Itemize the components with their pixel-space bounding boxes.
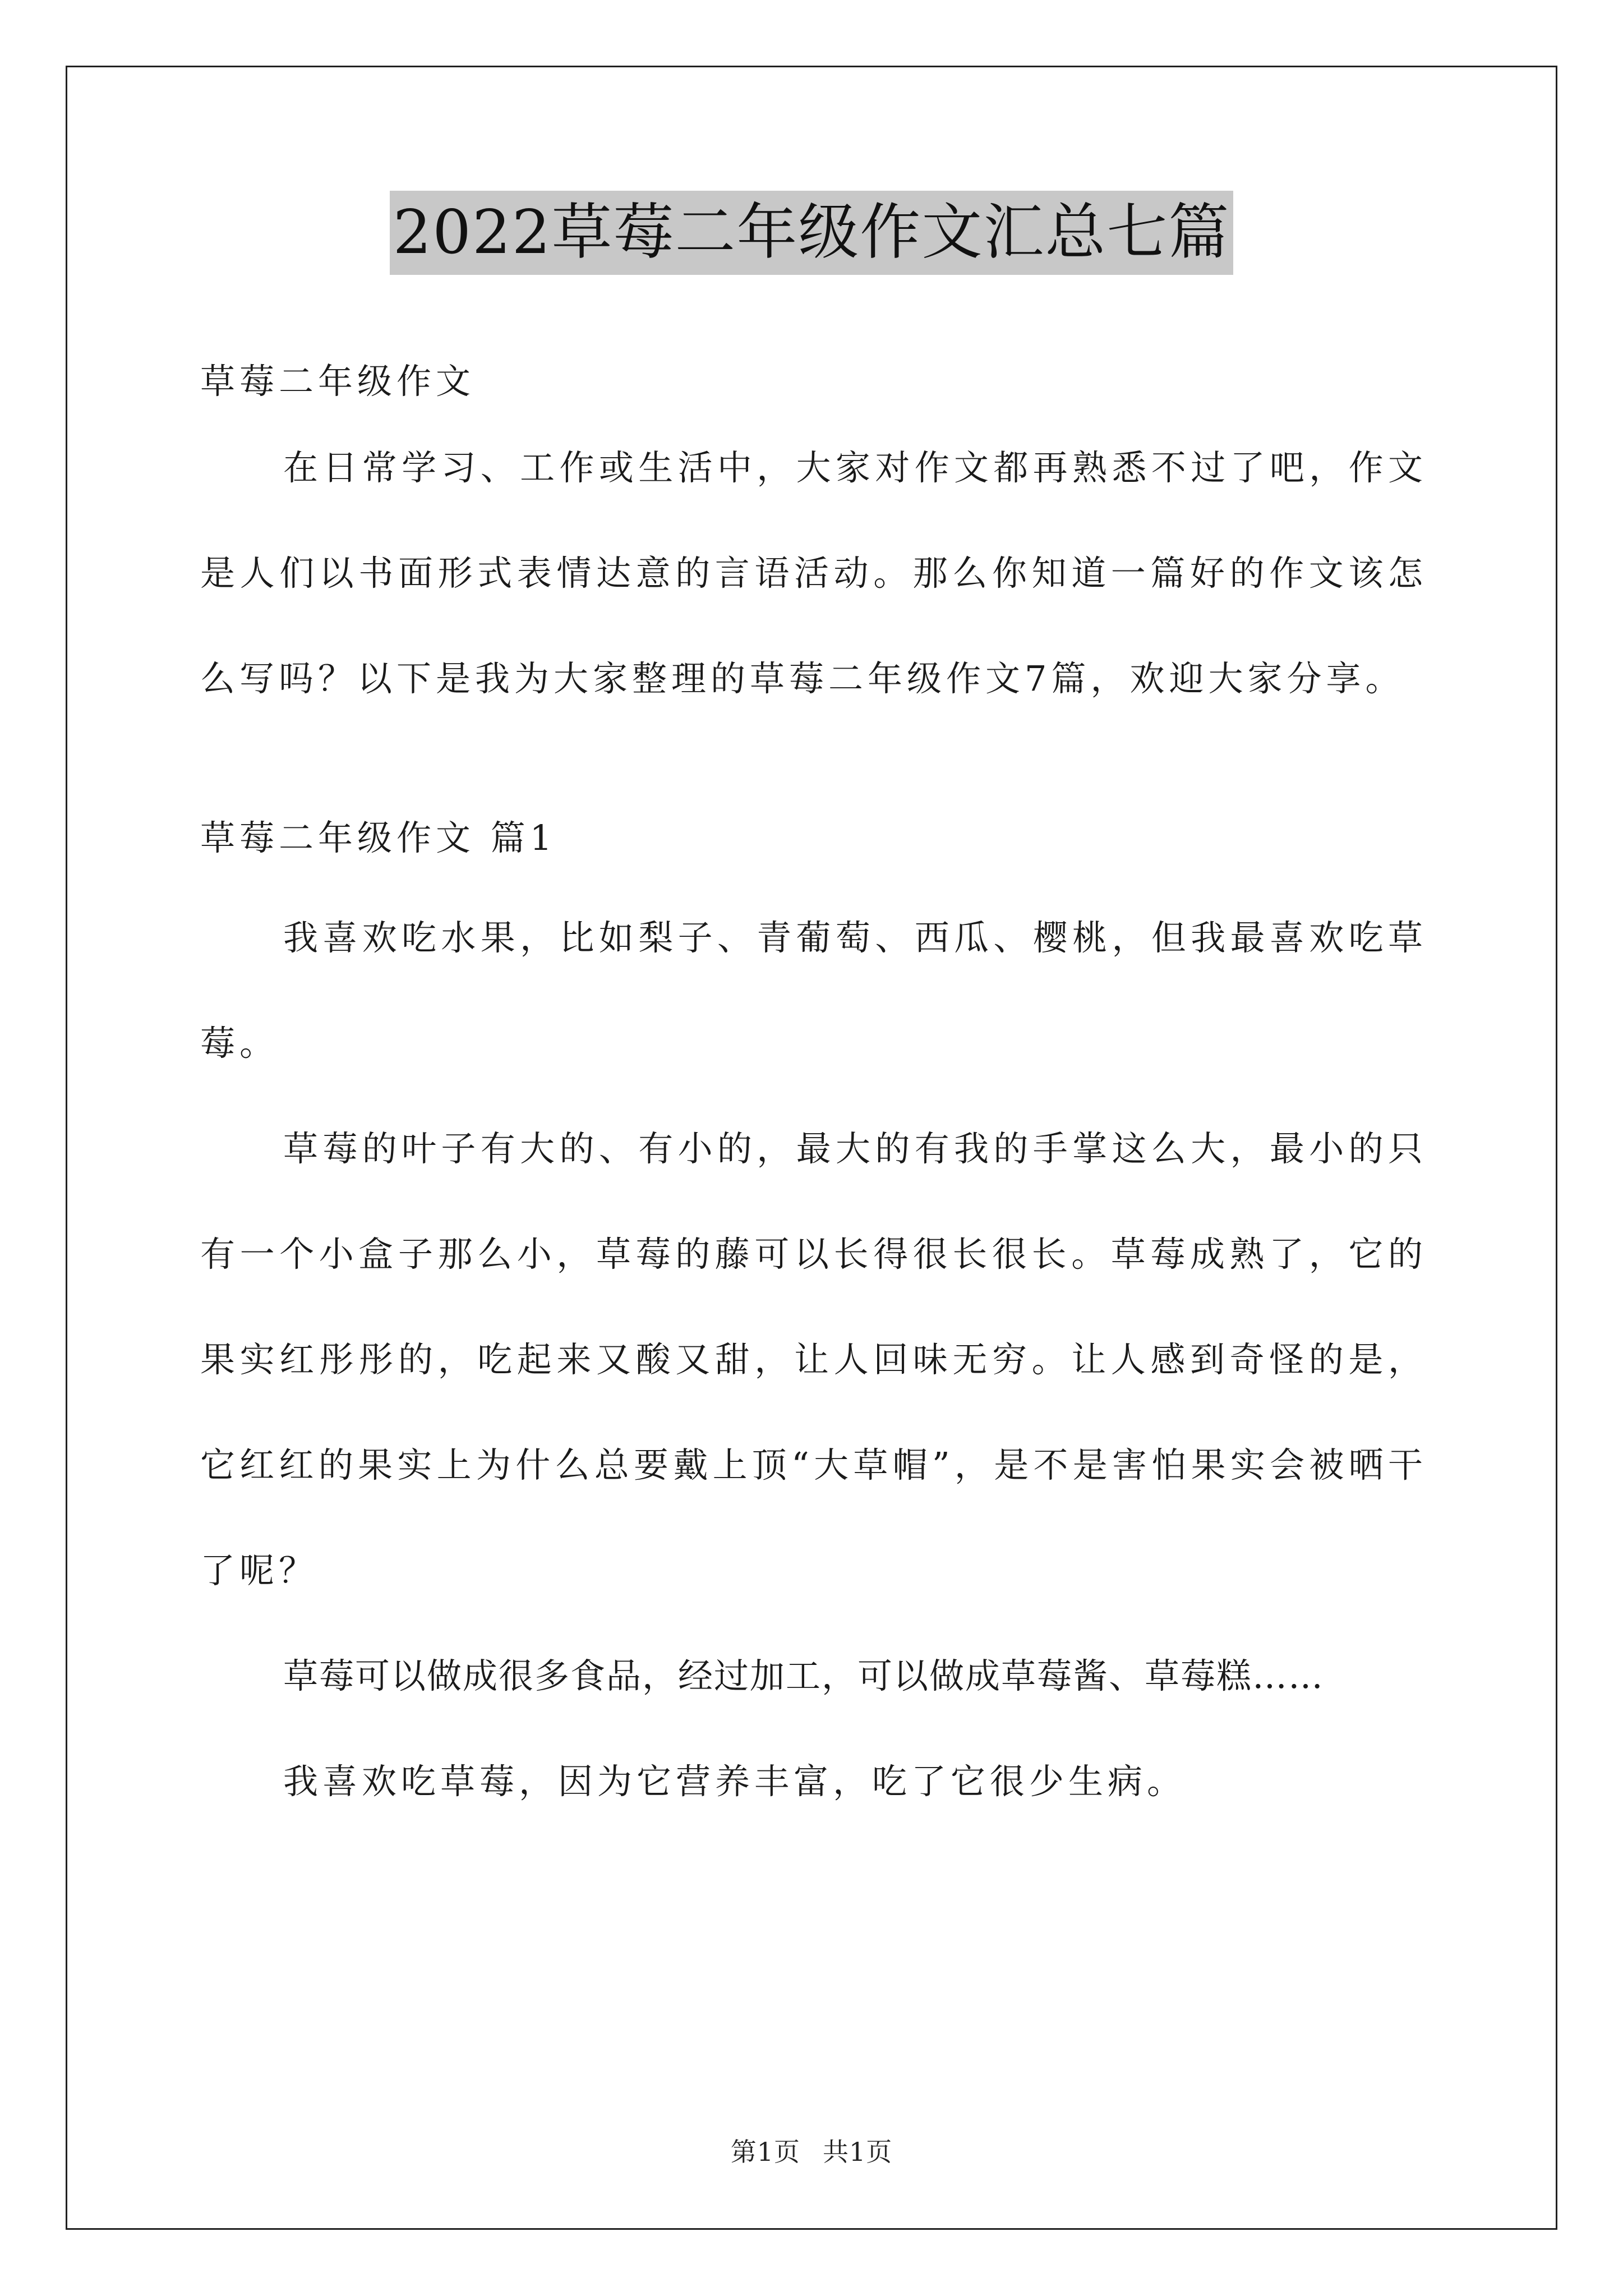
section-spacer (200, 731, 1427, 804)
body-paragraph: 草莓的叶子有大的、有小的，最大的有我的手掌这么大，最小的只有一个小盒子那么小，草莓的藤可以长得很长很长。草莓成熟了，它的果实红彤彤的，吃起来又酸又甜，让人回味无穷。让人感到奇怪的是，它红红的果实上为什么总要戴上顶“大草帽”，是不是害怕果实会被晒干了呢？ (200, 1128, 1427, 1591)
intro-heading: 草莓二年级作文 (200, 361, 476, 402)
page-footer (0, 2132, 1623, 2169)
page-total: 共1页 (823, 2137, 893, 2167)
title-container (0, 191, 1623, 275)
heading-spacer (200, 872, 1427, 885)
page-number: 第1页 (730, 2137, 800, 2167)
body-paragraph: 草莓可以做成很多食品，经过加工，可以做成草莓酱、草莓糕…… (283, 1655, 1325, 1696)
intro-paragraph: 在日常学习、工作或生活中，大家对作文都再熟悉不过了吧，作文是人们以书面形式表情达意的言语活动。那么你知道一篇好的作文该怎么写吗？以下是我为大家整理的草莓二年级作文7篇，欢迎大家分享。 (200, 447, 1427, 699)
document-body (200, 348, 1427, 1834)
document-title: 2022草莓二年级作文汇总七篇 (390, 191, 1234, 275)
body-paragraph: 我喜欢吃水果，比如梨子、青葡萄、西瓜、樱桃，但我最喜欢吃草莓。 (200, 917, 1427, 1064)
section-heading: 草莓二年级作文 篇1 (200, 817, 557, 858)
body-paragraph: 我喜欢吃草莓，因为它营养丰富，吃了它很少生病。 (283, 1761, 1187, 1802)
